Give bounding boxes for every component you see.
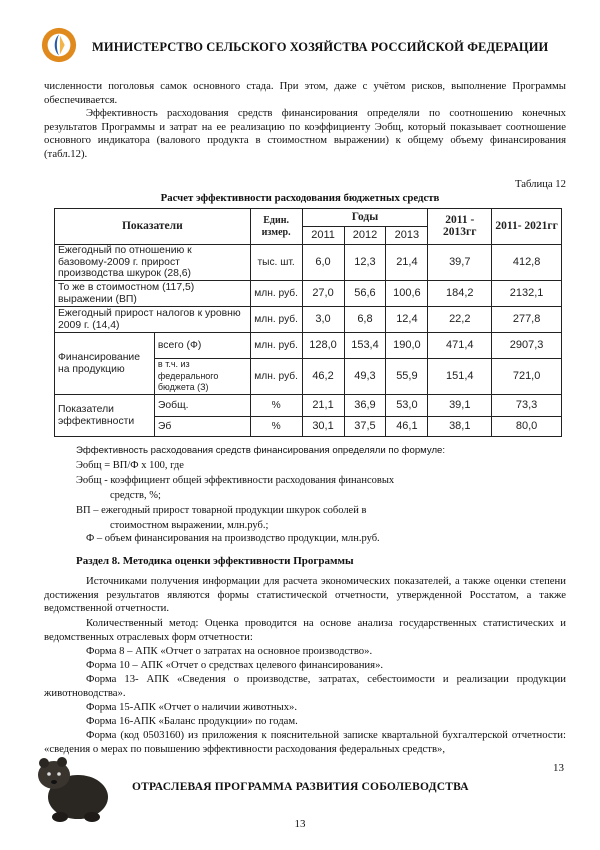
form-15-apk: Форма 15-АПК «Отчет о наличии животных». xyxy=(86,701,298,713)
row-sublabel: Эб xyxy=(154,417,250,437)
header-range-2011-2021: 2011- 2021гг xyxy=(492,209,562,245)
cell-value: 2132,1 xyxy=(492,281,562,307)
formula-def-eobsh: Эобщ - коэффициент общей эффективности расходования финансовых xyxy=(76,475,395,486)
row-unit: тыс. шт. xyxy=(250,245,302,281)
cell-value: 277,8 xyxy=(492,307,562,333)
cell-value: 56,6 xyxy=(344,281,386,307)
paragraph-quantitative-method: Количественный метод: Оценка проводится на основе анализа государственных статистических и ведомственных отраслевых форм отчетности: xyxy=(44,617,566,643)
page-number-right: 13 xyxy=(553,762,564,774)
cell-value: 412,8 xyxy=(492,245,562,281)
form-0503160: Форма (код 0503160) из приложения к пояснительной записке квартальной бухгалтерской отчетности: «сведения о мерах по повышению эффективности расходования федеральных средств», xyxy=(44,729,566,755)
row-label: Ежегодный по отношению к базовому-2009 г. прирост производства шкурок (28,6) xyxy=(55,245,251,281)
paragraph-risks: численности поголовья самок основного стада. При этом, даже с учётом рисков, выполнение Программы обеспечивается. xyxy=(44,80,566,106)
header-year-2012: 2012 xyxy=(344,227,386,245)
form-10-apk: Форма 10 – АПК «Отчет о средствах целевого финансирования». xyxy=(86,659,384,671)
row-unit: млн. руб. xyxy=(250,307,302,333)
program-footer-title: ОТРАСЛЕВАЯ ПРОГРАММА РАЗВИТИЯ СОБОЛЕВОДСТВА xyxy=(132,781,469,793)
table-row xyxy=(55,395,562,417)
formula-def-eobsh-cont: средств, %; xyxy=(110,490,161,501)
row-group-financing: Финансирование на продукцию xyxy=(55,333,155,395)
header-unit: Един. измер. xyxy=(250,209,302,245)
cell-value: 46,2 xyxy=(302,359,344,395)
cell-value: 190,0 xyxy=(386,333,428,359)
cell-value: 53,0 xyxy=(386,395,428,417)
cell-value: 151,4 xyxy=(428,359,492,395)
table-row xyxy=(55,281,562,307)
cell-value: 49,3 xyxy=(344,359,386,395)
row-group-efficiency: Показатели эффективности xyxy=(55,395,155,437)
row-sublabel: в т.ч. из федерального бюджета (З) xyxy=(154,359,250,395)
header-years: Годы xyxy=(302,209,428,227)
cell-value: 80,0 xyxy=(492,417,562,437)
cell-value: 2907,3 xyxy=(492,333,562,359)
row-unit: млн. руб. xyxy=(250,281,302,307)
ministry-emblem-icon xyxy=(40,26,78,64)
cell-value: 12,4 xyxy=(386,307,428,333)
header-year-2013: 2013 xyxy=(386,227,428,245)
formula-expression: Эобщ = ВП/Ф х 100, где xyxy=(76,460,184,471)
page-number-bottom: 13 xyxy=(294,818,306,830)
form-8-apk: Форма 8 – АПК «Отчет о затратах на основное производство». xyxy=(86,645,373,657)
row-sublabel: всего (Ф) xyxy=(154,333,250,359)
formula-def-vp-cont: стоимостном выражении, млн.руб.; xyxy=(110,520,269,531)
table-caption: Таблица 12 xyxy=(514,178,566,190)
row-label: Ежегодный прирост налогов к уровню 2009 г. (14,4) xyxy=(55,307,251,333)
table-title: Расчет эффективности расходования бюджетных средств xyxy=(160,192,440,204)
cell-value: 22,2 xyxy=(428,307,492,333)
cell-value: 128,0 xyxy=(302,333,344,359)
cell-value: 73,3 xyxy=(492,395,562,417)
cell-value: 37,5 xyxy=(344,417,386,437)
row-unit: млн. руб. xyxy=(250,333,302,359)
row-unit: % xyxy=(250,395,302,417)
header-indicators: Показатели xyxy=(55,209,251,245)
cell-value: 153,4 xyxy=(344,333,386,359)
ministry-header-title: МИНИСТЕРСТВО СЕЛЬСКОГО ХОЗЯЙСТВА РОССИЙСКОЙ ФЕДЕРАЦИИ xyxy=(92,40,549,54)
cell-value: 36,9 xyxy=(344,395,386,417)
cell-value: 21,4 xyxy=(386,245,428,281)
row-unit: млн. руб. xyxy=(250,359,302,395)
cell-value: 100,6 xyxy=(386,281,428,307)
formula-def-f: Ф – объем финансирования на производство продукции, млн.руб. xyxy=(86,533,380,544)
header-year-2011: 2011 xyxy=(302,227,344,245)
cell-value: 21,1 xyxy=(302,395,344,417)
cell-value: 3,0 xyxy=(302,307,344,333)
cell-value: 6,8 xyxy=(344,307,386,333)
row-label: То же в стоимостном (117,5) выражении (ВП) xyxy=(55,281,251,307)
paragraph-sources: Источниками получения информации для расчета экономических показателей, а также оценки степени достижения результатов являются формы статистической отчетности, утвержденной Росстатом, а также ведомственной отчетности. xyxy=(44,575,566,615)
paragraph-efficiency-method: Эффективность расходования средств финансирования определяли по соотношению конечных результатов Программы и затрат на ее реализацию по коэффициенту Эобщ, который показывает соотношение основного индикатора (валового продукта в стоимостном выражении) к общему объему финансирования (табл.12). xyxy=(44,107,566,160)
cell-value: 12,3 xyxy=(344,245,386,281)
cell-value: 27,0 xyxy=(302,281,344,307)
header-range-2011-2013: 2011 - 2013гг xyxy=(428,209,492,245)
cell-value: 471,4 xyxy=(428,333,492,359)
row-sublabel: Эобщ. xyxy=(154,395,250,417)
cell-value: 6,0 xyxy=(302,245,344,281)
cell-value: 39,7 xyxy=(428,245,492,281)
table-row xyxy=(55,245,562,281)
cell-value: 55,9 xyxy=(386,359,428,395)
cell-value: 39,1 xyxy=(428,395,492,417)
cell-value: 30,1 xyxy=(302,417,344,437)
form-16-apk: Форма 16-АПК «Баланс продукции» по годам. xyxy=(86,715,298,727)
row-unit: % xyxy=(250,417,302,437)
cell-value: 38,1 xyxy=(428,417,492,437)
formula-intro: Эффективность расходования средств финансирования определяли по формуле: xyxy=(76,445,446,456)
section-title: Раздел 8. Методика оценки эффективности Программы xyxy=(76,555,354,567)
table-row xyxy=(55,307,562,333)
sable-icon xyxy=(30,745,114,825)
table-row xyxy=(55,333,562,359)
cell-value: 721,0 xyxy=(492,359,562,395)
cell-value: 184,2 xyxy=(428,281,492,307)
cell-value: 46,1 xyxy=(386,417,428,437)
budget-efficiency-table xyxy=(54,208,562,437)
formula-def-vp: ВП – ежегодный прирост товарной продукции шкурок соболей в xyxy=(76,505,367,516)
form-13-apk: Форма 13- АПК «Сведения о производстве, затратах, себестоимости и реализации продукции животноводства». xyxy=(44,673,566,699)
